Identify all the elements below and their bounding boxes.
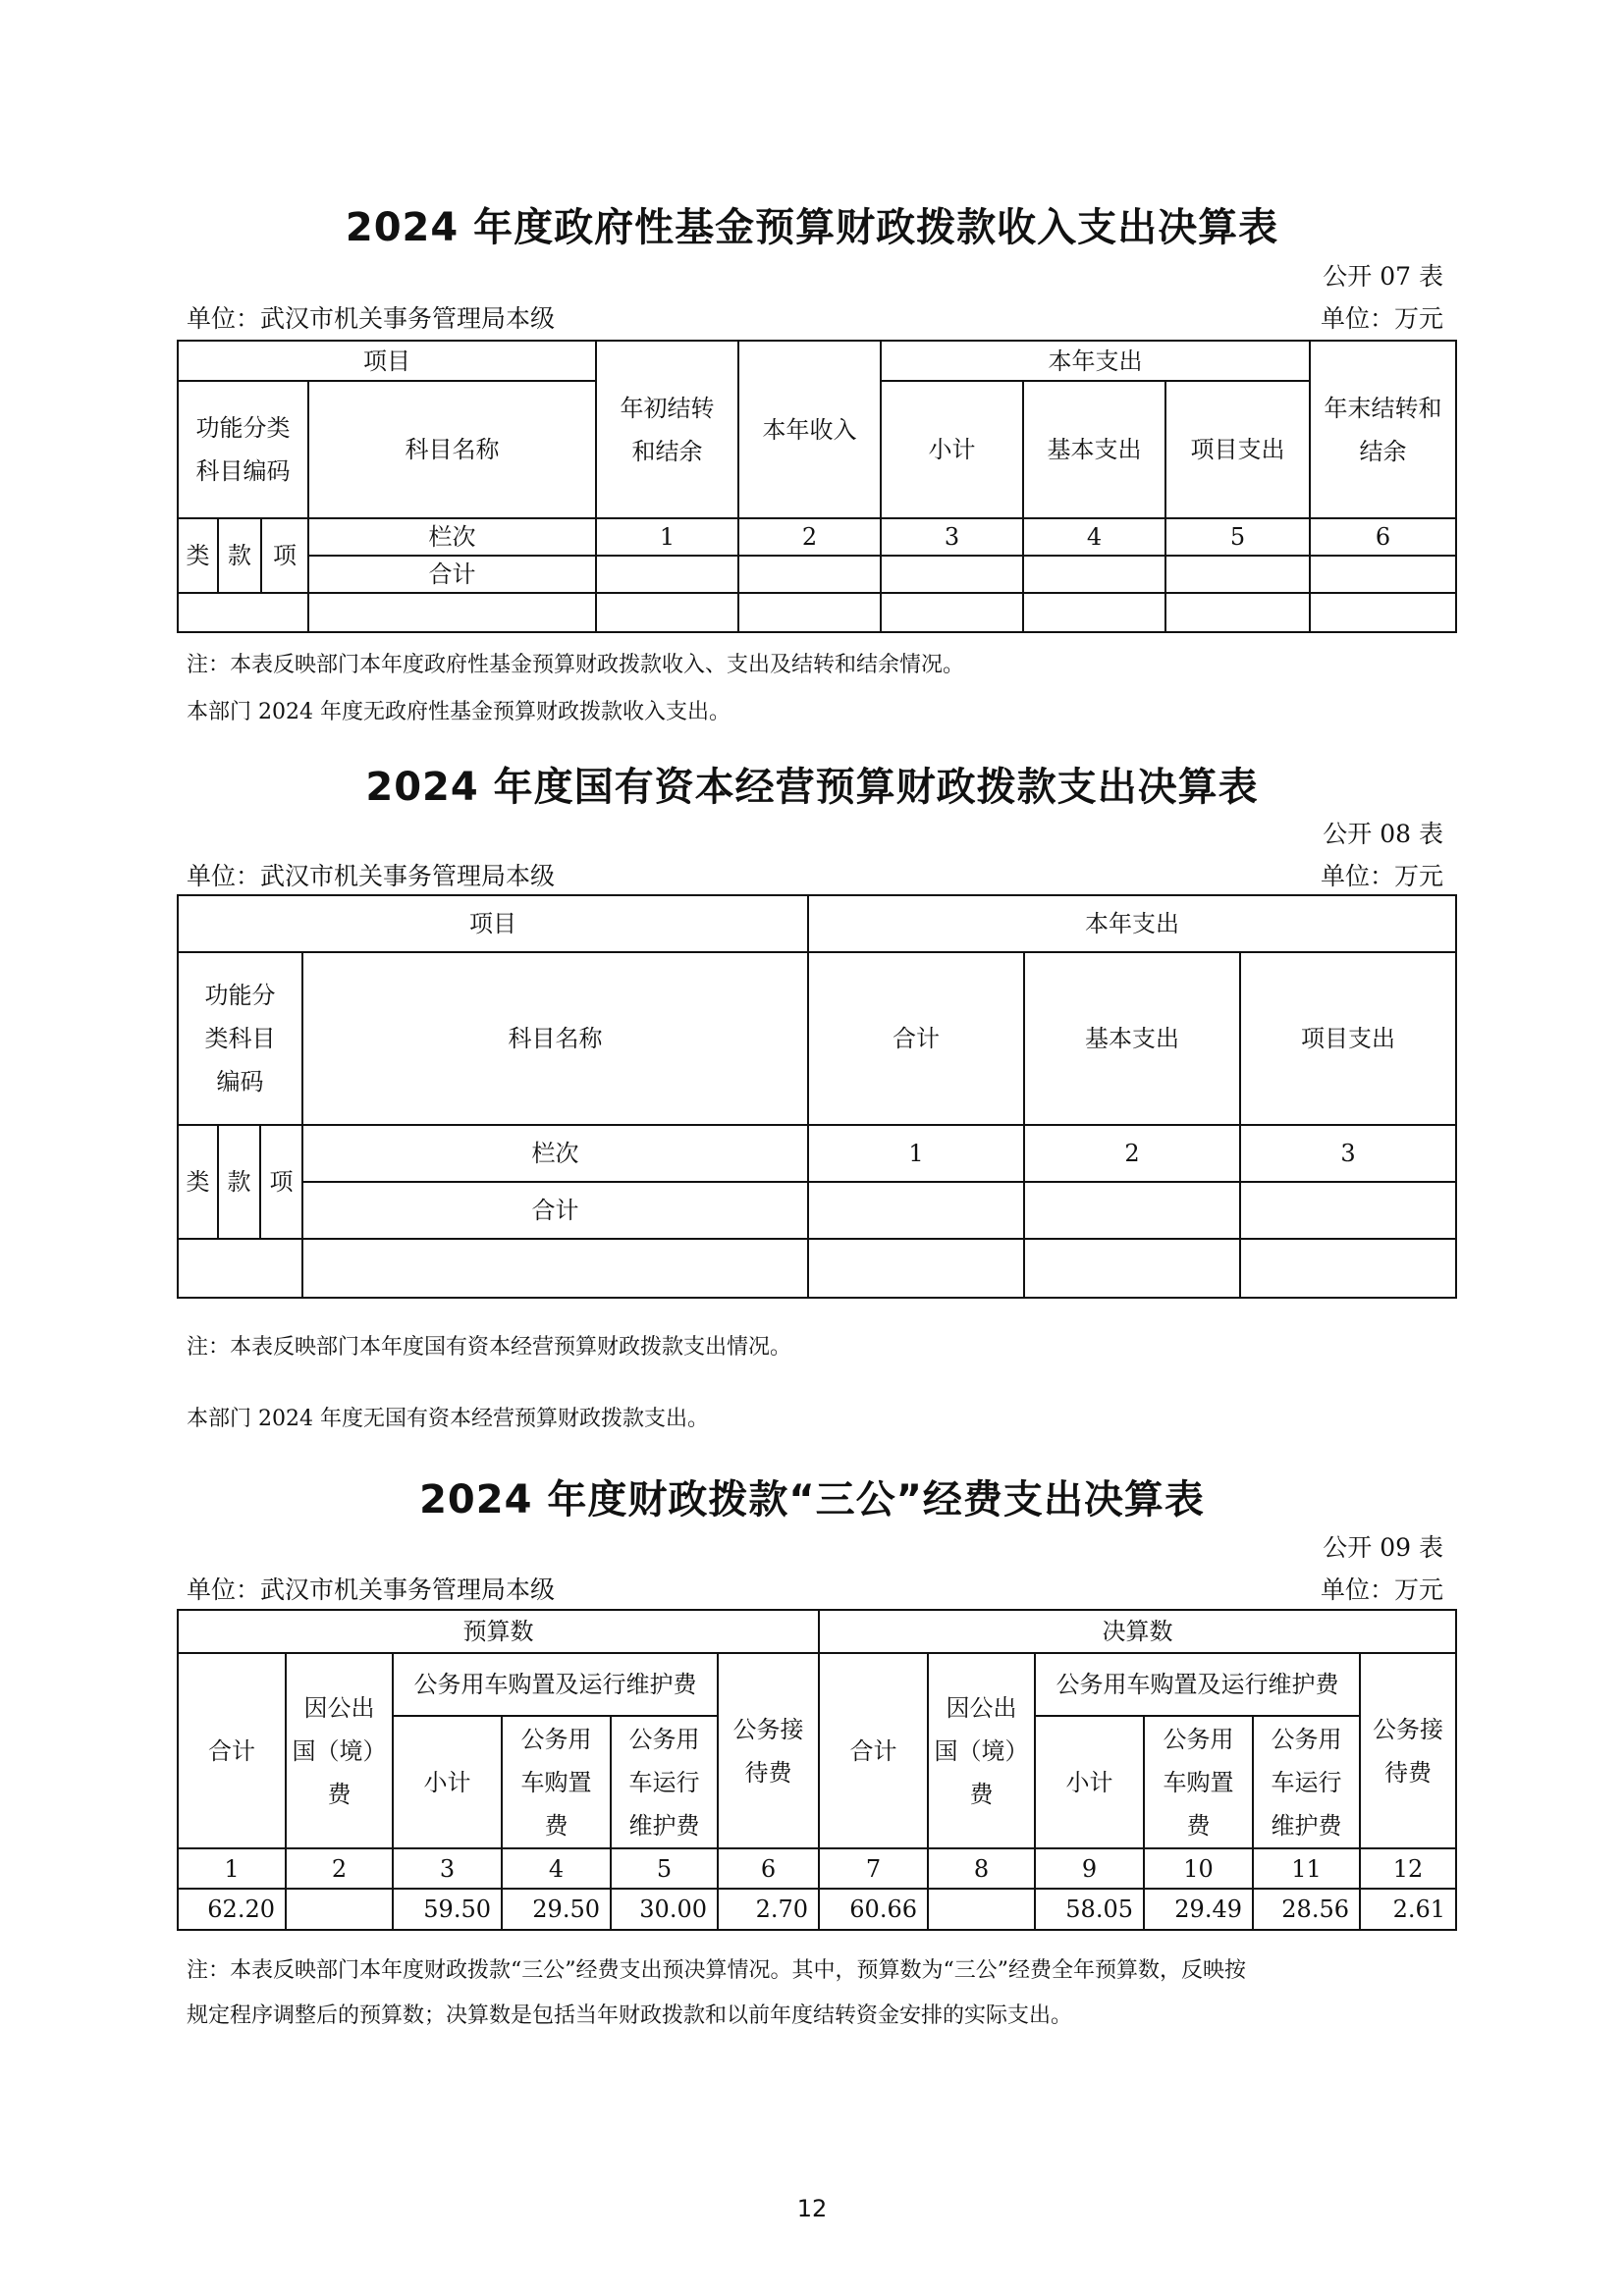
t08-column-no-label bbox=[301, 1124, 809, 1183]
t08-colnum bbox=[1239, 1124, 1457, 1183]
t09-value-4: 29.50 bbox=[532, 1896, 600, 1923]
t08-header-subject-name bbox=[301, 951, 809, 1126]
t09-b-total-label: 合计 bbox=[208, 1736, 255, 1765]
t08-total-label bbox=[301, 1181, 809, 1240]
t07-kuan-label: 款 bbox=[228, 542, 251, 569]
t08-header-lei bbox=[177, 1124, 219, 1240]
t08-column-no-text: 栏次 bbox=[531, 1140, 579, 1167]
t09-value-budget-vehicle-purchase bbox=[501, 1888, 612, 1931]
table09-note-line2: 规定程序调整后的预算数；决算数是包括当年财政拨款和以前年度结转资金安排的实际支出。 bbox=[187, 2003, 1073, 2028]
t09-f-purchase-line2: 车购置 bbox=[1163, 1768, 1234, 1796]
t09-b-header-subtotal bbox=[392, 1715, 503, 1849]
t07-colnum bbox=[880, 517, 1024, 557]
t07-begin-balance-line1: 年初结转 bbox=[620, 394, 715, 422]
t08-kuan-label: 款 bbox=[227, 1168, 251, 1196]
t08-header-item bbox=[177, 894, 809, 953]
t09-f-operation-line3: 维护费 bbox=[1271, 1811, 1342, 1840]
t08-func-code-line2: 类科目 bbox=[204, 1025, 276, 1052]
t09-colnum-4: 4 bbox=[548, 1854, 565, 1883]
t09-value-final-vehicle-operation bbox=[1252, 1888, 1361, 1931]
t07-blank-cell bbox=[177, 592, 309, 633]
t07-expense-label: 本年支出 bbox=[1048, 347, 1143, 375]
t08-colnum bbox=[807, 1124, 1025, 1183]
t09-f-purchase-line3: 费 bbox=[1186, 1811, 1211, 1840]
t07-header-basic bbox=[1022, 380, 1166, 519]
t09-value-budget-vehicle-subtotal bbox=[392, 1888, 503, 1931]
t07-header-expense bbox=[880, 340, 1311, 382]
t09-colnum-1: 1 bbox=[224, 1854, 240, 1883]
t09-colnum-2: 2 bbox=[331, 1854, 348, 1883]
t07-column-no-label bbox=[307, 517, 597, 557]
t09-colnum bbox=[927, 1847, 1036, 1890]
t07-total-cell bbox=[595, 555, 739, 594]
table09-code: 公开 09 表 bbox=[1323, 1533, 1443, 1562]
t08-total-cell bbox=[807, 1181, 1025, 1240]
t09-f-abroad-line2: 国（境） bbox=[934, 1736, 1029, 1765]
t09-value-6: 2.70 bbox=[755, 1896, 808, 1923]
t09-b-header-vehicle bbox=[392, 1652, 719, 1717]
t07-header-subject-name bbox=[307, 380, 597, 519]
t09-f-header-total bbox=[818, 1652, 929, 1849]
t09-colnum-7: 7 bbox=[865, 1854, 882, 1883]
t07-subtotal-label: 小计 bbox=[928, 436, 976, 463]
t07-colnum bbox=[1164, 517, 1311, 557]
t08-header-kuan bbox=[217, 1124, 261, 1240]
t09-b-abroad-line1: 因公出 bbox=[303, 1693, 375, 1722]
t09-value-11: 28.56 bbox=[1281, 1896, 1349, 1923]
t07-colnum-4: 4 bbox=[1086, 523, 1103, 551]
t08-func-code-line1: 功能分 bbox=[204, 982, 276, 1009]
t07-header-xiang bbox=[260, 517, 309, 594]
t09-colnum bbox=[285, 1847, 394, 1890]
t09-f-purchase-line1: 公务用 bbox=[1163, 1725, 1234, 1753]
t09-colnum bbox=[501, 1847, 612, 1890]
t09-value-final-abroad bbox=[927, 1888, 1036, 1931]
t09-value-budget-total bbox=[177, 1888, 287, 1931]
t09-value-12: 2.61 bbox=[1392, 1896, 1445, 1923]
t09-value-budget-vehicle-operation bbox=[610, 1888, 719, 1931]
table07-unit-org: 单位：武汉市机关事务管理局本级 bbox=[187, 304, 556, 333]
t09-colnum-3: 3 bbox=[439, 1854, 456, 1883]
t09-f-operation-line1: 公务用 bbox=[1271, 1725, 1342, 1753]
t07-colnum bbox=[1309, 517, 1457, 557]
t07-total-text: 合计 bbox=[428, 561, 476, 588]
t09-value-budget-reception bbox=[717, 1888, 820, 1931]
t08-header-xiang bbox=[259, 1124, 303, 1240]
table08-statement: 本部门 2024 年度无国有资本经营预算财政拨款支出。 bbox=[187, 1407, 709, 1431]
t09-b-operation-line2: 车运行 bbox=[628, 1768, 700, 1796]
t07-total-cell bbox=[880, 555, 1024, 594]
t08-header-func-code bbox=[177, 951, 303, 1126]
table08-unit-currency: 单位：万元 bbox=[1320, 862, 1443, 890]
t07-func-code-line2: 科目编码 bbox=[195, 457, 291, 485]
t09-b-vehicle-label: 公务用车购置及运行维护费 bbox=[413, 1671, 697, 1698]
t07-header-kuan bbox=[217, 517, 262, 594]
t09-b-reception-line2: 待费 bbox=[744, 1758, 792, 1787]
t08-blank-cell bbox=[301, 1238, 809, 1299]
t09-value-7: 60.66 bbox=[849, 1896, 917, 1923]
t07-blank-cell bbox=[737, 592, 882, 633]
table09-unit-org: 单位：武汉市机关事务管理局本级 bbox=[187, 1575, 556, 1604]
t09-f-operation-line2: 车运行 bbox=[1271, 1768, 1342, 1796]
t07-end-balance-line2: 结余 bbox=[1359, 437, 1407, 465]
t07-total-cell bbox=[1309, 555, 1457, 594]
t07-income-label: 本年收入 bbox=[762, 415, 857, 444]
t08-total-col-label: 合计 bbox=[893, 1025, 940, 1052]
t07-colnum-6: 6 bbox=[1375, 523, 1391, 551]
t09-f-header-operation bbox=[1252, 1715, 1361, 1849]
table07-note: 注：本表反映部门本年度政府性基金预算财政拨款收入、支出及结转和结余情况。 bbox=[187, 653, 965, 677]
t09-colnum bbox=[818, 1847, 929, 1890]
t09-f-header-purchase bbox=[1143, 1715, 1254, 1849]
table08-title: 2024 年度国有资本经营预算财政拨款支出决算表 bbox=[365, 765, 1259, 810]
t09-group-budget-label: 预算数 bbox=[462, 1618, 534, 1645]
t07-colnum bbox=[1022, 517, 1166, 557]
t09-colnum bbox=[1252, 1847, 1361, 1890]
t09-value-3: 59.50 bbox=[423, 1896, 491, 1923]
t09-f-abroad-line3: 费 bbox=[969, 1780, 994, 1808]
t09-f-reception-line1: 公务接 bbox=[1373, 1715, 1443, 1743]
t09-colnum-10: 10 bbox=[1183, 1854, 1214, 1883]
t08-project-label: 项目支出 bbox=[1301, 1025, 1395, 1052]
t08-colnum-1: 1 bbox=[908, 1140, 924, 1167]
t08-blank-cell bbox=[1239, 1238, 1457, 1299]
t09-b-operation-line1: 公务用 bbox=[628, 1725, 700, 1753]
t09-colnum bbox=[610, 1847, 719, 1890]
t09-f-subtotal-label: 小计 bbox=[1065, 1768, 1113, 1796]
t09-colnum-11: 11 bbox=[1291, 1854, 1322, 1883]
t09-group-final-label: 决算数 bbox=[1102, 1618, 1173, 1645]
t09-f-vehicle-label: 公务用车购置及运行维护费 bbox=[1056, 1671, 1339, 1698]
table07-unit-currency: 单位：万元 bbox=[1320, 304, 1443, 333]
t09-value-final-vehicle-purchase bbox=[1143, 1888, 1254, 1931]
t07-header-subtotal bbox=[880, 380, 1024, 519]
t09-value-final-vehicle-subtotal bbox=[1034, 1888, 1145, 1931]
t08-lei-label: 类 bbox=[186, 1168, 210, 1196]
t08-subject-name-label: 科目名称 bbox=[508, 1025, 603, 1052]
t09-value-final-reception bbox=[1359, 1888, 1457, 1931]
t07-blank-cell bbox=[1309, 592, 1457, 633]
table08-unit-org: 单位：武汉市机关事务管理局本级 bbox=[187, 862, 556, 890]
t07-header-project bbox=[1164, 380, 1311, 519]
t09-group-final bbox=[818, 1609, 1457, 1654]
table07-title: 2024 年度政府性基金预算财政拨款收入支出决算表 bbox=[345, 205, 1279, 250]
t08-expense-label: 本年支出 bbox=[1085, 910, 1179, 937]
t07-total-cell bbox=[737, 555, 882, 594]
t07-end-balance-line1: 年末结转和 bbox=[1324, 394, 1442, 422]
t07-header-item bbox=[177, 340, 597, 382]
t07-func-code-line1: 功能分类 bbox=[195, 414, 291, 442]
t07-total-cell bbox=[1022, 555, 1166, 594]
table09-note-line1: 注：本表反映部门本年度财政拨款“三公”经费支出预决算情况。其中，预算数为“三公”经费全年预算数，反映按 bbox=[187, 1958, 1246, 1983]
t07-header-income bbox=[737, 340, 882, 519]
t07-colnum bbox=[737, 517, 882, 557]
t09-group-budget bbox=[177, 1609, 820, 1654]
t07-header-begin-balance bbox=[595, 340, 739, 519]
t08-header-project bbox=[1239, 951, 1457, 1126]
t09-colnum bbox=[177, 1847, 287, 1890]
t08-blank-cell bbox=[1023, 1238, 1241, 1299]
t09-colnum bbox=[1034, 1847, 1145, 1890]
t09-f-header-vehicle bbox=[1034, 1652, 1361, 1717]
t07-blank-cell bbox=[595, 592, 739, 633]
t08-total-cell bbox=[1239, 1181, 1457, 1240]
t07-colnum bbox=[595, 517, 739, 557]
t08-xiang-label: 项 bbox=[269, 1168, 294, 1196]
t08-func-code-line3: 编码 bbox=[216, 1068, 264, 1095]
t09-colnum-12: 12 bbox=[1392, 1854, 1424, 1883]
t09-value-10: 29.49 bbox=[1174, 1896, 1242, 1923]
t07-header-func-code bbox=[177, 380, 309, 519]
table08-code: 公开 08 表 bbox=[1323, 820, 1443, 848]
t08-header-basic bbox=[1023, 951, 1241, 1126]
t07-lei-label: 类 bbox=[186, 542, 210, 569]
table09-unit-currency: 单位：万元 bbox=[1320, 1575, 1443, 1604]
t09-value-5: 30.00 bbox=[639, 1896, 707, 1923]
t08-blank-cell bbox=[177, 1238, 303, 1299]
t09-f-total-label: 合计 bbox=[849, 1736, 897, 1765]
t09-colnum bbox=[1143, 1847, 1254, 1890]
t07-blank-cell bbox=[307, 592, 597, 633]
t07-total-cell bbox=[1164, 555, 1311, 594]
t07-blank-cell bbox=[880, 592, 1024, 633]
t08-blank-cell bbox=[807, 1238, 1025, 1299]
t09-colnum bbox=[1359, 1847, 1457, 1890]
t08-total-text: 合计 bbox=[531, 1197, 579, 1224]
t07-begin-balance-line2: 和结余 bbox=[631, 437, 703, 465]
t07-header-end-balance bbox=[1309, 340, 1457, 519]
t09-colnum-6: 6 bbox=[760, 1854, 777, 1883]
t09-f-header-abroad bbox=[927, 1652, 1036, 1849]
table07-statement: 本部门 2024 年度无政府性基金预算财政拨款收入支出。 bbox=[187, 700, 731, 724]
t09-b-purchase-line3: 费 bbox=[544, 1811, 568, 1840]
t07-total-label bbox=[307, 555, 597, 594]
t07-colnum-1: 1 bbox=[659, 523, 676, 551]
t07-xiang-label: 项 bbox=[273, 542, 297, 569]
t08-header-expense bbox=[807, 894, 1457, 953]
t09-b-purchase-line2: 车购置 bbox=[520, 1768, 592, 1796]
t07-colnum-3: 3 bbox=[944, 523, 960, 551]
t09-f-abroad-line1: 因公出 bbox=[946, 1693, 1017, 1722]
t08-total-cell bbox=[1023, 1181, 1241, 1240]
t09-b-header-abroad bbox=[285, 1652, 394, 1849]
t08-colnum-3: 3 bbox=[1340, 1140, 1356, 1167]
t09-colnum bbox=[717, 1847, 820, 1890]
t09-colnum-5: 5 bbox=[656, 1854, 673, 1883]
t07-subject-name-label: 科目名称 bbox=[405, 436, 500, 463]
t09-b-abroad-line2: 国（境） bbox=[292, 1736, 387, 1765]
t07-colnum-5: 5 bbox=[1229, 523, 1246, 551]
t09-b-header-purchase bbox=[501, 1715, 612, 1849]
t09-b-abroad-line3: 费 bbox=[327, 1780, 352, 1808]
t07-column-no-text: 栏次 bbox=[428, 523, 476, 551]
t09-value-1: 62.20 bbox=[207, 1896, 275, 1923]
t08-colnum-2: 2 bbox=[1124, 1140, 1140, 1167]
table09-title: 2024 年度财政拨款“三公”经费支出决算表 bbox=[419, 1477, 1205, 1522]
table07-code: 公开 07 表 bbox=[1323, 262, 1443, 291]
t07-header-lei bbox=[177, 517, 219, 594]
t07-blank-cell bbox=[1164, 592, 1311, 633]
t09-b-header-total bbox=[177, 1652, 287, 1849]
t09-value-9: 58.05 bbox=[1065, 1896, 1133, 1923]
t09-b-header-operation bbox=[610, 1715, 719, 1849]
t07-colnum-2: 2 bbox=[801, 523, 818, 551]
t09-colnum-8: 8 bbox=[973, 1854, 990, 1883]
t07-header-item-label: 项目 bbox=[363, 347, 410, 375]
t09-b-operation-line3: 维护费 bbox=[628, 1811, 700, 1840]
t09-f-reception-line2: 待费 bbox=[1384, 1758, 1432, 1787]
t09-b-subtotal-label: 小计 bbox=[423, 1768, 471, 1796]
t09-f-header-reception bbox=[1359, 1652, 1457, 1849]
t09-value-final-total bbox=[818, 1888, 929, 1931]
t08-colnum bbox=[1023, 1124, 1241, 1183]
t07-blank-cell bbox=[1022, 592, 1166, 633]
t08-header-total bbox=[807, 951, 1025, 1126]
t07-project-label: 项目支出 bbox=[1190, 436, 1285, 463]
t09-value-budget-abroad bbox=[285, 1888, 394, 1931]
t08-item-label: 项目 bbox=[469, 910, 516, 937]
t09-colnum-9: 9 bbox=[1081, 1854, 1098, 1883]
t09-colnum bbox=[392, 1847, 503, 1890]
page-number: 12 bbox=[796, 2195, 828, 2222]
t07-basic-label: 基本支出 bbox=[1047, 436, 1142, 463]
t09-f-header-subtotal bbox=[1034, 1715, 1145, 1849]
t09-b-header-reception bbox=[717, 1652, 820, 1849]
t08-basic-label: 基本支出 bbox=[1085, 1025, 1179, 1052]
table08-note: 注：本表反映部门本年度国有资本经营预算财政拨款支出情况。 bbox=[187, 1335, 792, 1360]
t09-b-reception-line1: 公务接 bbox=[732, 1715, 804, 1743]
t09-b-purchase-line1: 公务用 bbox=[520, 1725, 592, 1753]
